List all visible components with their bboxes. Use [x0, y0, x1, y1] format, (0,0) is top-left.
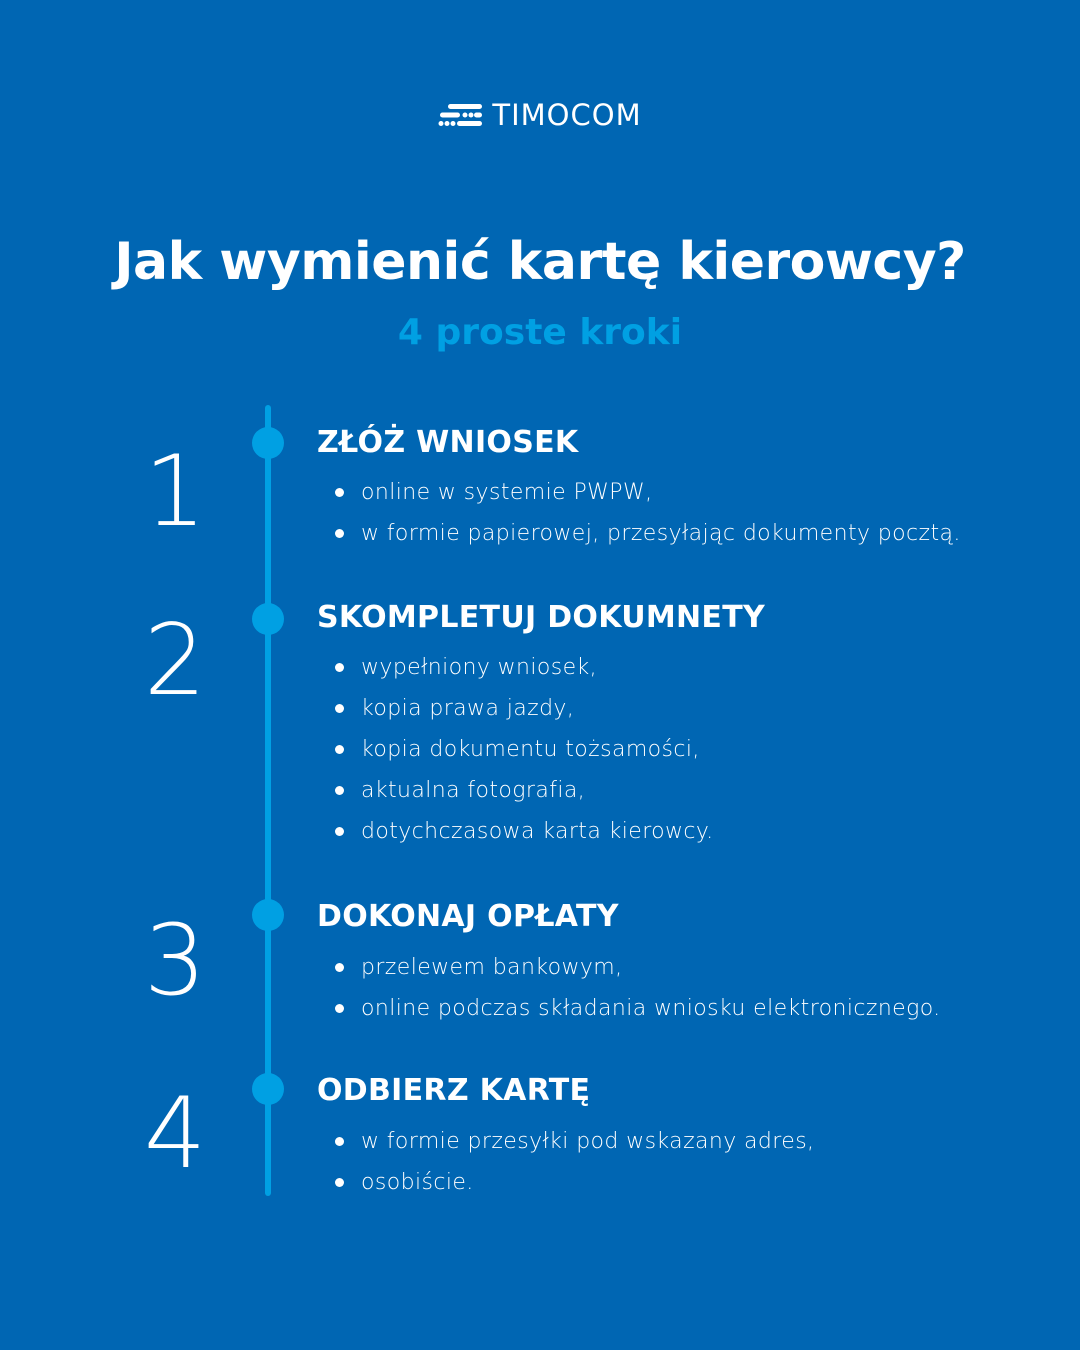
list-item: w formie papierowej, przesyłając dokumenty pocztą.: [335, 513, 961, 554]
timeline-dot-icon: [252, 603, 284, 635]
bullet-icon: [335, 529, 344, 538]
timocom-speed-lines-icon: [438, 102, 482, 128]
page-title: Jak wymienić kartę kierowcy?: [114, 232, 966, 292]
bullet-icon: [335, 663, 344, 672]
step-list: [335, 647, 714, 852]
list-item: aktualna fotografia,: [335, 770, 714, 811]
list-item: osobiście.: [335, 1162, 814, 1203]
timeline-dot-icon: [252, 427, 284, 459]
list-item: przelewem bankowym,: [335, 947, 941, 988]
bullet-icon: [335, 963, 344, 972]
step-number: 1: [143, 435, 207, 549]
step-number: 4: [143, 1077, 207, 1191]
timeline-dot-icon: [252, 1073, 284, 1105]
list-item: dotychczasowa karta kierowcy.: [335, 811, 714, 852]
bullet-icon: [335, 1137, 344, 1146]
step-list: [335, 1121, 814, 1203]
step-title: SKOMPLETUJ DOKUMNETY: [317, 600, 766, 635]
brand-name: TIMOCOM: [492, 98, 642, 132]
step-list: [335, 472, 961, 554]
step-title: DOKONAJ OPŁATY: [317, 899, 619, 934]
list-item: online w systemie PWPW,: [335, 472, 961, 513]
list-item: w formie przesyłki pod wskazany adres,: [335, 1121, 814, 1162]
list-item: kopia dokumentu tożsamości,: [335, 729, 714, 770]
bullet-icon: [335, 488, 344, 497]
bullet-icon: [335, 827, 344, 836]
timeline-dot-icon: [252, 899, 284, 931]
page-subtitle: 4 proste kroki: [397, 312, 683, 353]
bullet-icon: [335, 1004, 344, 1013]
bullet-icon: [335, 704, 344, 713]
list-item: online podczas składania wniosku elektronicznego.: [335, 988, 941, 1029]
brand-logo: [0, 98, 1080, 132]
bullet-icon: [335, 1178, 344, 1187]
step-title: ZŁÓŻ WNIOSEK: [317, 425, 579, 460]
list-item: wypełniony wniosek,: [335, 647, 714, 688]
list-item: kopia prawa jazdy,: [335, 688, 714, 729]
bullet-icon: [335, 786, 344, 795]
step-title: ODBIERZ KARTĘ: [317, 1073, 591, 1108]
step-list: [335, 947, 941, 1029]
step-number: 3: [143, 904, 207, 1018]
step-number: 2: [143, 604, 207, 718]
bullet-icon: [335, 745, 344, 754]
